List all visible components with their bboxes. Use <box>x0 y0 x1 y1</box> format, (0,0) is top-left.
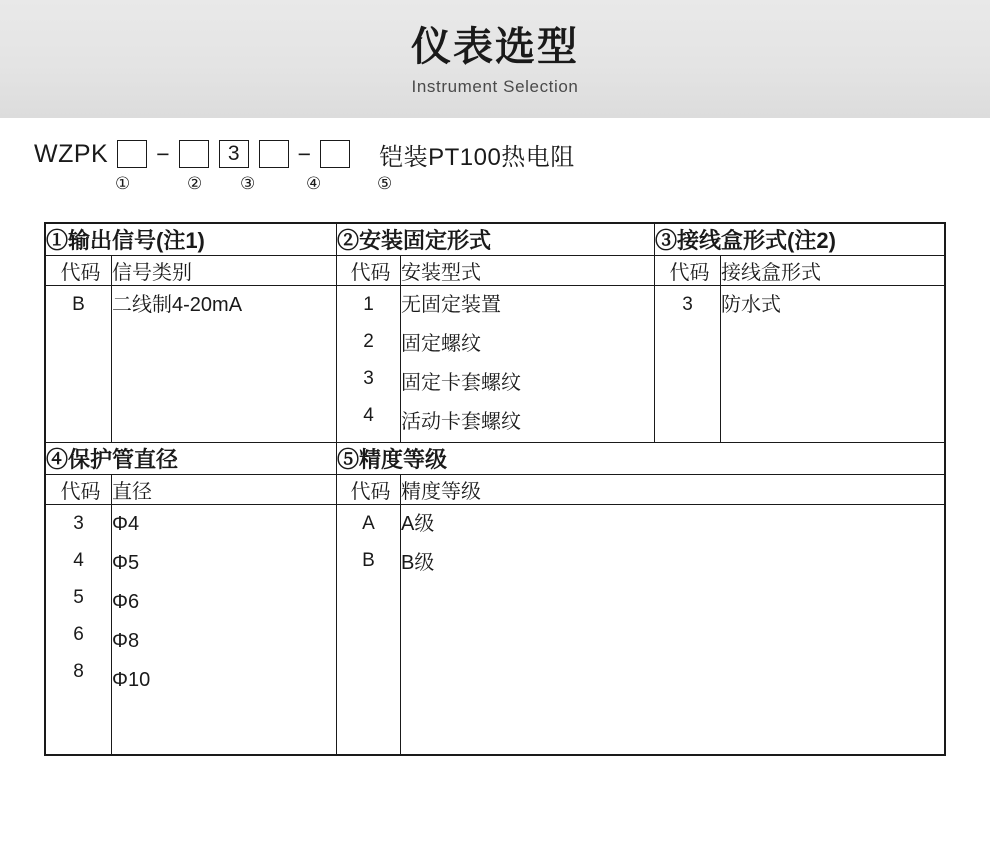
value-item: 活动卡套螺纹 <box>401 411 522 433</box>
code-marker-1: ① <box>115 174 131 193</box>
col-header-code-3: 代码 <box>655 256 721 286</box>
code-marker-4: ④ <box>306 174 322 193</box>
code-box-1[interactable] <box>117 140 147 168</box>
code-marker-3: ③ <box>240 174 256 193</box>
code-item: B <box>362 550 375 572</box>
value-item: Φ5 <box>112 552 140 574</box>
code-dash-2: − <box>297 140 312 167</box>
code-dash-1: − <box>156 140 170 167</box>
table-row <box>46 505 945 755</box>
table-row <box>46 443 945 475</box>
value-item: 无固定装置 <box>401 294 502 316</box>
section-2-values <box>401 286 655 443</box>
code-box-3[interactable]: 3 <box>219 140 249 168</box>
value-item: B级 <box>401 552 435 574</box>
page-header <box>0 0 990 118</box>
value-item: 固定卡套螺纹 <box>401 372 522 394</box>
col-header-value-5: 精度等级 <box>401 475 945 505</box>
section-header-1: ①输出信号(注1) <box>46 224 337 256</box>
value-item: 固定螺纹 <box>401 333 482 355</box>
section-1-codes <box>46 286 112 443</box>
value-item: 防水式 <box>721 294 782 316</box>
col-header-code-4: 代码 <box>46 475 112 505</box>
code-item: 4 <box>363 405 374 427</box>
value-item: 二线制4-20mA <box>112 294 243 316</box>
value-item: A级 <box>401 513 435 535</box>
section-3-codes <box>655 286 721 443</box>
page-title: 仪表选型 <box>411 24 579 69</box>
code-item: 1 <box>363 294 374 315</box>
col-header-code-1: 代码 <box>46 256 112 286</box>
col-header-code-5: 代码 <box>337 475 401 505</box>
code-item: 3 <box>682 294 693 315</box>
model-code-area <box>34 134 990 216</box>
code-box-4[interactable] <box>259 140 289 168</box>
section-header-4: ④保护管直径 <box>46 443 337 475</box>
code-marker-5: ⑤ <box>377 174 393 193</box>
code-item: A <box>362 513 375 534</box>
section-header-2: ②安装固定形式 <box>337 224 655 256</box>
section-header-5: ⑤精度等级 <box>337 443 945 475</box>
value-item: Φ6 <box>112 591 140 613</box>
section-3-values <box>721 286 945 443</box>
section-1-values <box>112 286 337 443</box>
model-prefix: WZPK <box>34 139 109 168</box>
section-4-codes <box>46 505 112 755</box>
col-header-value-4: 直径 <box>112 475 337 505</box>
selection-table <box>44 222 946 756</box>
code-marker-2: ② <box>187 174 203 193</box>
product-name: 铠装PT100热电阻 <box>379 143 575 171</box>
code-item: 5 <box>73 587 84 609</box>
page-subtitle: Instrument Selection <box>411 77 579 97</box>
table-row <box>46 475 945 505</box>
section-2-codes <box>337 286 401 443</box>
code-item: B <box>72 294 85 315</box>
section-5-codes <box>337 505 401 755</box>
code-item: 2 <box>363 331 374 353</box>
code-markers <box>34 174 990 202</box>
value-item: Φ4 <box>112 513 140 535</box>
code-item: 3 <box>73 513 84 534</box>
code-item: 3 <box>363 368 374 390</box>
table-row <box>46 256 945 286</box>
table-row <box>46 286 945 443</box>
section-5-values <box>401 505 945 755</box>
col-header-code-2: 代码 <box>337 256 401 286</box>
code-item: 6 <box>73 624 84 646</box>
code-box-2[interactable] <box>179 140 209 168</box>
model-code-row <box>34 134 990 174</box>
section-4-values <box>112 505 337 755</box>
col-header-value-1: 信号类别 <box>112 256 337 286</box>
code-item: 4 <box>73 550 84 572</box>
code-item: 8 <box>73 661 84 683</box>
col-header-value-3: 接线盒形式 <box>721 256 945 286</box>
section-header-3: ③接线盒形式(注2) <box>655 224 945 256</box>
code-box-5[interactable] <box>320 140 350 168</box>
value-item: Φ8 <box>112 630 140 652</box>
table-row <box>46 224 945 256</box>
col-header-value-2: 安装型式 <box>401 256 655 286</box>
value-item: Φ10 <box>112 669 151 691</box>
